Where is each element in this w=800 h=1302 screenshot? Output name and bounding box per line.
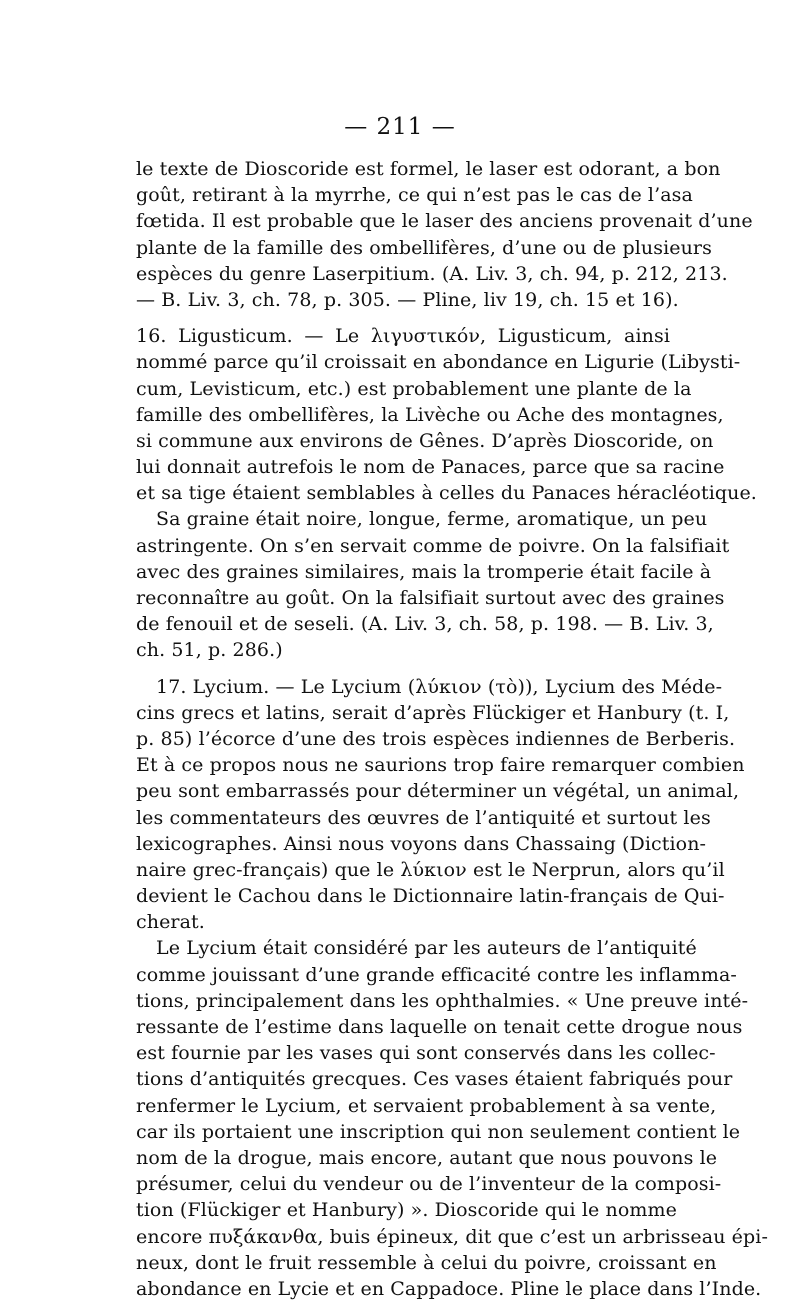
- text-line: Sa graine était noire, longue, ferme, aromatique, un peu: [156, 508, 708, 531]
- text-line: et sa tige étaient semblables à celles du Panaces héracléotique.: [136, 482, 757, 505]
- section-heading-ligusticum: 16. Ligusticum. — Le λιγυστικόν, Ligusticum, ainsi: [136, 325, 670, 348]
- text-line: lexicographes. Ainsi nous voyons dans Chassaing (Diction-: [136, 832, 707, 855]
- text-line: le texte de Dioscoride est formel, le laser est odorant, a bon: [136, 158, 721, 180]
- text-line: de fenouil et de seseli. (A. Liv. 3, ch. 58, p. 198. — B. Liv. 3,: [136, 613, 714, 636]
- text-line: neux, dont le fruit ressemble à celui du poivre, croissant en: [136, 1251, 717, 1274]
- text-line: encore πυξάκανθα, buis épineux, dit que c’est un arbrisseau épi-: [136, 1225, 768, 1248]
- section-heading-lycium: 17. Lycium. — Le Lycium (λύκιον (τὸ)), Lycium des Méde-: [156, 675, 723, 698]
- text-line: lui donnait autrefois le nom de Panaces, parce que sa racine: [136, 456, 725, 479]
- text-line: cins grecs et latins, serait d’après Flückiger et Hanbury (t. I,: [136, 701, 730, 724]
- text-line: tions, principalement dans les ophthalmies. « Une preuve inté-: [136, 989, 749, 1012]
- text-line: Le Lycium était considéré par les auteurs de l’antiquité: [156, 937, 697, 960]
- text-line: ch. 51, p. 286.): [136, 639, 283, 662]
- text-line: est fournie par les vases qui sont conservés dans les collec-: [136, 1042, 716, 1065]
- page-number: — 211 —: [344, 114, 456, 140]
- text-line: ressante de l’estime dans laquelle on tenait cette drogue nous: [136, 1016, 743, 1038]
- text-line: plante de la famille des ombellifères, d’une ou de plusieurs: [136, 236, 712, 259]
- text-line: tions d’antiquités grecques. Ces vases étaient fabriqués pour: [136, 1068, 733, 1091]
- text-line: comme jouissant d’une grande efficacité contre les inflamma-: [136, 963, 737, 986]
- text-line: espèces du genre Laserpitium. (A. Liv. 3, ch. 94, p. 212, 213.: [136, 262, 728, 285]
- text-line: car ils portaient une inscription qui non seulement contient le: [136, 1120, 741, 1143]
- text-line: fœtida. Il est probable que le laser des anciens provenait d’une: [136, 210, 753, 233]
- text-line: cum, Levisticum, etc.) est probablement une plante de la: [136, 377, 692, 400]
- text-line: abondance en Lycie et en Cappadoce. Pline le place dans l’Inde.: [136, 1277, 762, 1300]
- text-line: peu sont embarrassés pour déterminer un végétal, un animal,: [136, 780, 740, 803]
- text-line: si commune aux environs de Gênes. D’après Dioscoride, on: [136, 429, 714, 452]
- body-text: [136, 156, 768, 1302]
- text-line: reconnaître au goût. On la falsifiait surtout avec des graines: [136, 587, 725, 609]
- text-line: p. 85) l’écorce d’une des trois espèces indiennes de Berberis.: [136, 727, 736, 750]
- text-line: naire grec-français) que le λύκιον est le Nerprun, alors qu’il: [136, 858, 725, 881]
- text-line: Et à ce propos nous ne saurions trop faire remarquer combien: [136, 754, 745, 777]
- text-line: cherat.: [136, 911, 205, 934]
- text-line: les commentateurs des œuvres de l’antiquité et surtout les: [136, 806, 711, 829]
- text-line: astringente. On s’en servait comme de poivre. On la falsifiait: [136, 534, 730, 557]
- text-line: avec des graines similaires, mais la tromperie était facile à: [136, 560, 712, 583]
- text-line: nommé parce qu’il croissait en abondance en Ligurie (Libysti-: [136, 351, 741, 374]
- text-line: — B. Liv. 3, ch. 78, p. 305. — Pline, liv 19, ch. 15 et 16).: [136, 288, 679, 311]
- text-line: famille des ombellifères, la Livèche ou Ache des montagnes,: [136, 403, 724, 426]
- text-line: goût, retirant à la myrrhe, ce qui n’est pas le cas de l’asa: [136, 184, 693, 207]
- text-line: présumer, celui du vendeur ou de l’inventeur de la composi-: [136, 1173, 722, 1196]
- text-line: renfermer le Lycium, et servaient probablement à sa vente,: [136, 1094, 717, 1117]
- text-line: devient le Cachou dans le Dictionnaire latin-français de Qui-: [136, 885, 725, 908]
- text-line: nom de la drogue, mais encore, autant que nous pouvons le: [136, 1146, 718, 1169]
- text-line: tion (Flückiger et Hanbury) ». Dioscoride qui le nomme: [136, 1199, 677, 1222]
